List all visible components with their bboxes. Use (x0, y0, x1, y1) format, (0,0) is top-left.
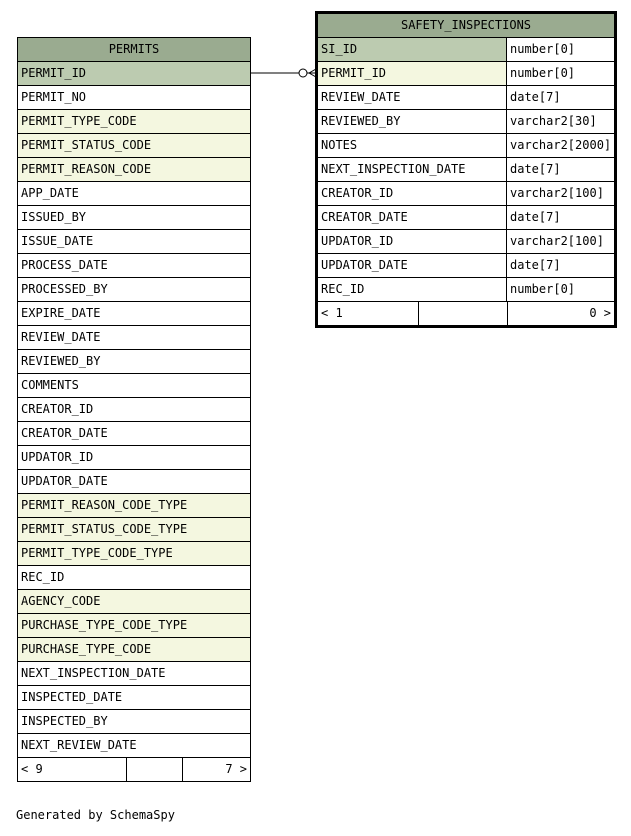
permits-column-name: PERMIT_TYPE_CODE_TYPE (18, 542, 250, 565)
permits-column-name: PERMIT_REASON_CODE (18, 158, 250, 181)
permits-column-name: PERMIT_ID (18, 62, 250, 85)
relationship-optional-marker (299, 69, 307, 77)
permits-column-name: PERMIT_STATUS_CODE_TYPE (18, 518, 250, 541)
permits-column-row[interactable] (18, 326, 250, 350)
permits-column-row[interactable] (18, 494, 250, 518)
safety-inspections-column-name: REVIEW_DATE (318, 86, 507, 109)
safety-inspections-column-row[interactable] (318, 158, 614, 182)
safety-inspections-column-type: number[0] (507, 62, 614, 85)
safety-inspections-parent-count: < 1 (321, 306, 343, 320)
permits-column-name: COMMENTS (18, 374, 250, 397)
safety-inspections-column-name: CREATOR_ID (318, 182, 507, 205)
permits-column-row[interactable] (18, 590, 250, 614)
permits-column-row[interactable] (18, 302, 250, 326)
permits-column-row[interactable] (18, 158, 250, 182)
permits-column-name: REVIEWED_BY (18, 350, 250, 373)
permits-column-row[interactable] (18, 62, 250, 86)
permits-columns (18, 62, 250, 758)
permits-column-row[interactable] (18, 446, 250, 470)
safety-inspections-column-type: date[7] (507, 158, 614, 181)
safety-inspections-column-row[interactable] (318, 62, 614, 86)
permits-column-row[interactable] (18, 686, 250, 710)
safety-inspections-column-name: UPDATOR_ID (318, 230, 507, 253)
safety-inspections-column-type: date[7] (507, 254, 614, 277)
permits-column-row[interactable] (18, 278, 250, 302)
permits-table[interactable] (17, 37, 251, 782)
safety-inspections-column-type: varchar2[30] (507, 110, 614, 133)
safety-inspections-columns (318, 38, 614, 302)
safety-inspections-column-name: REVIEWED_BY (318, 110, 507, 133)
permits-column-row[interactable] (18, 230, 250, 254)
safety-inspections-column-type: varchar2[100] (507, 230, 614, 253)
permits-column-name: PURCHASE_TYPE_CODE_TYPE (18, 614, 250, 637)
permits-column-row[interactable] (18, 422, 250, 446)
permits-column-row[interactable] (18, 182, 250, 206)
permits-column-row[interactable] (18, 470, 250, 494)
permits-column-row[interactable] (18, 374, 250, 398)
permits-column-name: REVIEW_DATE (18, 326, 250, 349)
safety-inspections-column-row[interactable] (318, 86, 614, 110)
permits-column-name: INSPECTED_BY (18, 710, 250, 733)
safety-inspections-column-type: number[0] (507, 38, 614, 61)
safety-inspections-column-name: CREATOR_DATE (318, 206, 507, 229)
safety-inspections-column-name: PERMIT_ID (318, 62, 507, 85)
permits-column-row[interactable] (18, 566, 250, 590)
permits-column-row[interactable] (18, 638, 250, 662)
permits-child-count: 7 > (182, 758, 250, 781)
safety-inspections-column-type: varchar2[2000] (507, 134, 614, 157)
permits-column-row[interactable] (18, 542, 250, 566)
permits-table-header[interactable]: PERMITS (18, 38, 250, 62)
permits-column-row[interactable] (18, 734, 250, 758)
permits-column-name: CREATOR_DATE (18, 422, 250, 445)
safety-inspections-column-row[interactable] (318, 134, 614, 158)
safety-inspections-column-row[interactable] (318, 38, 614, 62)
permits-column-name: UPDATOR_ID (18, 446, 250, 469)
safety-inspections-column-name: NEXT_INSPECTION_DATE (318, 158, 507, 181)
safety-inspections-column-type: number[0] (507, 278, 614, 301)
permits-column-row[interactable] (18, 134, 250, 158)
safety-inspections-column-name: SI_ID (318, 38, 507, 61)
safety-inspections-table[interactable] (315, 11, 617, 328)
permits-parent-count: < 9 (21, 762, 43, 776)
permits-column-row[interactable] (18, 398, 250, 422)
safety-inspections-column-name: REC_ID (318, 278, 507, 301)
permits-column-row[interactable] (18, 110, 250, 134)
safety-inspections-column-row[interactable] (318, 278, 614, 302)
permits-column-name: PROCESS_DATE (18, 254, 250, 277)
safety-inspections-column-name: NOTES (318, 134, 507, 157)
safety-inspections-column-row[interactable] (318, 230, 614, 254)
permits-column-name: UPDATOR_DATE (18, 470, 250, 493)
safety-inspections-column-row[interactable] (318, 206, 614, 230)
safety-inspections-column-row[interactable] (318, 254, 614, 278)
permits-column-row[interactable] (18, 350, 250, 374)
safety-inspections-column-name: UPDATOR_DATE (318, 254, 507, 277)
permits-column-row[interactable] (18, 662, 250, 686)
permits-column-name: REC_ID (18, 566, 250, 589)
permits-column-name: ISSUED_BY (18, 206, 250, 229)
safety-inspections-table-header[interactable]: SAFETY_INSPECTIONS (318, 14, 614, 38)
permits-column-name: APP_DATE (18, 182, 250, 205)
permits-column-name: PURCHASE_TYPE_CODE (18, 638, 250, 661)
permits-column-name: AGENCY_CODE (18, 590, 250, 613)
safety-inspections-column-type: varchar2[100] (507, 182, 614, 205)
permits-column-row[interactable] (18, 518, 250, 542)
permits-column-row[interactable] (18, 86, 250, 110)
permits-column-name: ISSUE_DATE (18, 230, 250, 253)
permits-column-name: PERMIT_TYPE_CODE (18, 110, 250, 133)
permits-column-name: CREATOR_ID (18, 398, 250, 421)
safety-inspections-footer-middle (418, 302, 507, 325)
permits-table-footer (18, 758, 250, 781)
permits-column-name: PERMIT_REASON_CODE_TYPE (18, 494, 250, 517)
safety-inspections-column-row[interactable] (318, 182, 614, 206)
permits-column-name: PERMIT_NO (18, 86, 250, 109)
permits-column-row[interactable] (18, 614, 250, 638)
permits-column-row[interactable] (18, 206, 250, 230)
permits-footer-middle (126, 758, 182, 781)
permits-column-name: PROCESSED_BY (18, 278, 250, 301)
permits-column-name: EXPIRE_DATE (18, 302, 250, 325)
safety-inspections-column-type: date[7] (507, 206, 614, 229)
permits-column-name: PERMIT_STATUS_CODE (18, 134, 250, 157)
safety-inspections-column-type: date[7] (507, 86, 614, 109)
safety-inspections-table-footer (318, 302, 614, 325)
permits-column-name: NEXT_REVIEW_DATE (18, 734, 250, 757)
safety-inspections-child-count: 0 > (507, 302, 614, 325)
permits-column-name: INSPECTED_DATE (18, 686, 250, 709)
safety-inspections-column-row[interactable] (318, 110, 614, 134)
generated-by-text: Generated by SchemaSpy (16, 808, 175, 822)
permits-column-name: NEXT_INSPECTION_DATE (18, 662, 250, 685)
permits-column-row[interactable] (18, 254, 250, 278)
permits-column-row[interactable] (18, 710, 250, 734)
